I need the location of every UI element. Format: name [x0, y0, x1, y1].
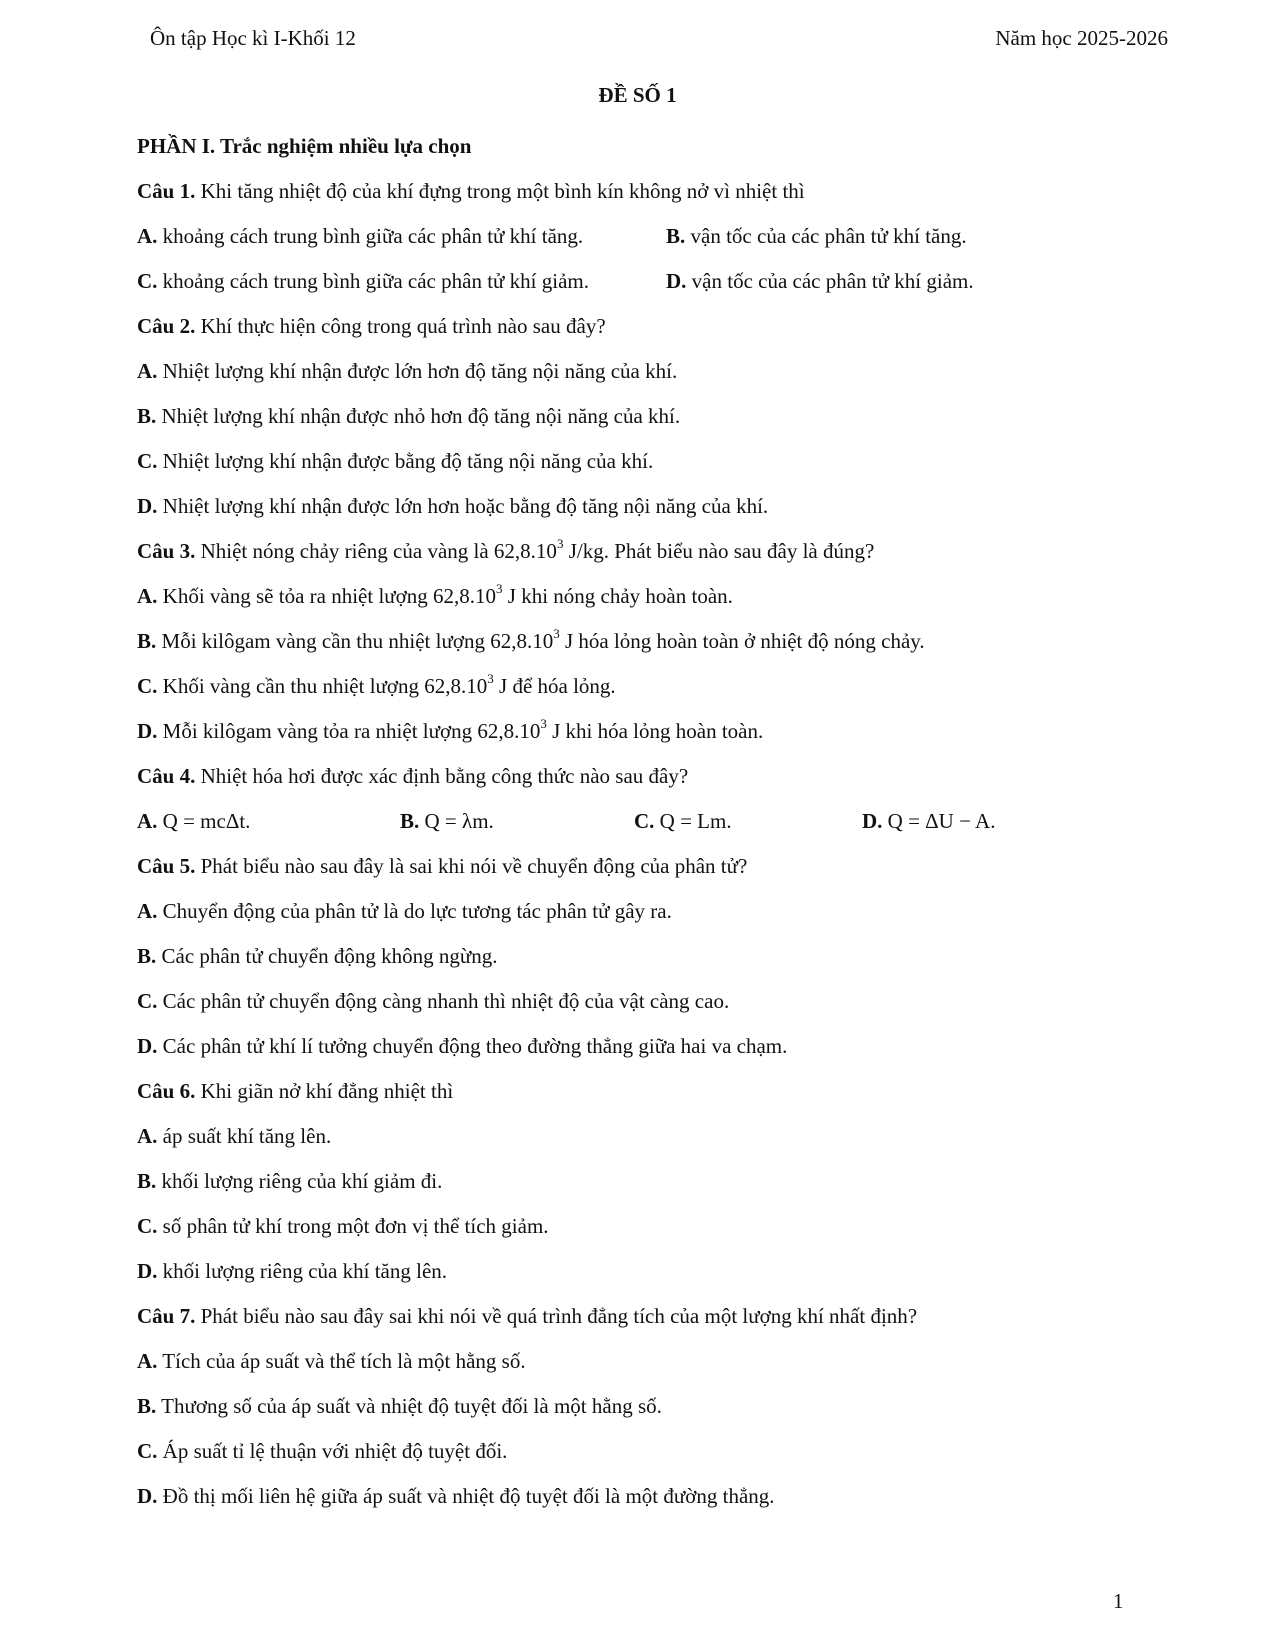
option-a: A. Khối vàng sẽ tỏa ra nhiệt lượng 62,8.10$^3$ J khi nóng chảy hoàn toàn. [137, 581, 733, 608]
question-label: Câu 4. [137, 764, 196, 788]
page-number: 1 [1113, 1589, 1124, 1613]
question-4-options [137, 799, 1137, 844]
option-b: B. Nhiệt lượng khí nhận được nhỏ hơn độ tăng nội năng của khí. [137, 404, 681, 428]
question-1-options-ab [137, 214, 1137, 259]
option-d: D. khối lượng riêng của khí tăng lên. [137, 1259, 448, 1283]
section-title: PHẦN I. Trắc nghiệm nhiều lựa chọn [137, 134, 472, 158]
option-c: C. Các phân tử chuyển động càng nhanh thì nhiệt độ của vật càng cao. [137, 989, 730, 1013]
question-text: Khi giãn nở khí đẳng nhiệt thì [195, 1079, 454, 1103]
option-d: D. vận tốc của các phân tử khí giảm. [666, 269, 974, 293]
question-label: Câu 2. [137, 314, 196, 338]
option-d: D. Q = ΔU − A. [862, 809, 996, 833]
question-1 [137, 169, 1137, 214]
question-text: Khi tăng nhiệt độ của khí đựng trong một bình kín không nở vì nhiệt thì [195, 179, 805, 203]
header-school-year: Năm học 2025-2026 [995, 26, 1168, 50]
question-label: Câu 3. [137, 539, 196, 563]
question-1-options-cd [137, 259, 1137, 304]
exam-content [137, 124, 1137, 1519]
question-5 [137, 844, 1137, 889]
option-a: A. Tích của áp suất và thể tích là một hằng số. [137, 1349, 526, 1373]
question-label: Câu 6. [137, 1079, 196, 1103]
option-d: D. Nhiệt lượng khí nhận được lớn hơn hoặc bằng độ tăng nội năng của khí. [137, 494, 769, 518]
option-d: D. Đồ thị mối liên hệ giữa áp suất và nhiệt độ tuyệt đối là một đường thẳng. [137, 1484, 775, 1508]
option-b: B. Thương số của áp suất và nhiệt độ tuyệt đối là một hằng số. [137, 1394, 662, 1418]
option-a: A. khoảng cách trung bình giữa các phân tử khí tăng. [137, 224, 584, 248]
option-a: A. Chuyển động của phân tử là do lực tương tác phân tử gây ra. [137, 899, 672, 923]
option-c: C. Nhiệt lượng khí nhận được bằng độ tăng nội năng của khí. [137, 449, 654, 473]
option-c: C. Áp suất tỉ lệ thuận với nhiệt độ tuyệt đối. [137, 1439, 508, 1463]
question-4 [137, 754, 1137, 799]
option-a: A. Q = mcΔt. [137, 809, 251, 833]
option-a: A. Nhiệt lượng khí nhận được lớn hơn độ tăng nội năng của khí. [137, 359, 678, 383]
question-2 [137, 304, 1137, 349]
question-text: Phát biểu nào sau đây là sai khi nói về chuyển động của phân tử? [195, 854, 748, 878]
option-d: D. Mỗi kilôgam vàng tỏa ra nhiệt lượng 62,8.10$^3$ J khi hóa lỏng hoàn toàn. [137, 716, 764, 743]
question-7 [137, 1294, 1137, 1339]
option-b: B. Q = λm. [400, 809, 494, 833]
header-course: Ôn tập Học kì I-Khối 12 [150, 26, 356, 50]
question-text: Nhiệt hóa hơi được xác định bằng công thức nào sau đây? [195, 764, 689, 788]
option-c: C. Q = Lm. [634, 809, 732, 833]
question-label: Câu 5. [137, 854, 196, 878]
option-a: A. áp suất khí tăng lên. [137, 1124, 332, 1148]
page-header [150, 26, 1168, 56]
option-d: D. Các phân tử khí lí tưởng chuyển động theo đường thẳng giữa hai va chạm. [137, 1034, 788, 1058]
option-b: B. khối lượng riêng của khí giảm đi. [137, 1169, 443, 1193]
question-6 [137, 1069, 1137, 1114]
exam-title: ĐỀ SỐ 1 [598, 83, 677, 107]
question-text: Phát biểu nào sau đây sai khi nói về quá trình đẳng tích của một lượng khí nhất định? [195, 1304, 918, 1328]
option-c: C. Khối vàng cần thu nhiệt lượng 62,8.10$^3$ J để hóa lỏng. [137, 671, 616, 698]
option-b: B. vận tốc của các phân tử khí tăng. [666, 224, 967, 248]
option-c: C. khoảng cách trung bình giữa các phân tử khí giảm. [137, 269, 589, 293]
question-label: Câu 7. [137, 1304, 196, 1328]
question-text: Khí thực hiện công trong quá trình nào sau đây? [195, 314, 606, 338]
option-b: B. Các phân tử chuyển động không ngừng. [137, 944, 498, 968]
question-3: Câu 3. Nhiệt nóng chảy riêng của vàng là 62,8.10$^3$ J/kg. Phát biểu nào sau đây là đúng? [137, 536, 875, 563]
option-b: B. Mỗi kilôgam vàng cần thu nhiệt lượng 62,8.10$^3$ J hóa lỏng hoàn toàn ở nhiệt độ nóng chảy. [137, 626, 925, 653]
option-c: C. số phân tử khí trong một đơn vị thể tích giảm. [137, 1214, 549, 1238]
question-label: Câu 1. [137, 179, 196, 203]
